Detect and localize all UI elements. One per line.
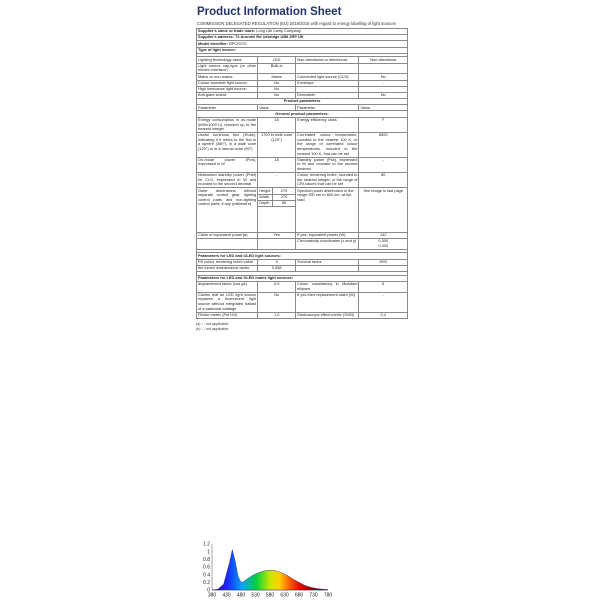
col-header-value: Value: [258, 105, 296, 111]
model-identifier-label: Model identifier:: [198, 40, 229, 46]
light-source-parameter: Light source cap-type (or other electric interface): [198, 63, 257, 73]
info-table: [196, 28, 408, 319]
general-parameter-value-2: 80: [359, 172, 408, 187]
light-source-parameter: Lighting technology used:: [197, 57, 258, 63]
y-tick-label: 0.8: [203, 557, 210, 564]
light-source-row: [197, 57, 408, 63]
x-tick-label: 580: [265, 592, 275, 598]
col-header-parameter-2: Parameter: [296, 105, 359, 111]
light-source-parameter-2: [296, 63, 359, 74]
general-parameters-heading: General product parameters:: [197, 111, 408, 117]
x-tick-labels: [208, 593, 333, 599]
light-source-value: No: [258, 86, 296, 92]
x-tick-label: 530: [251, 592, 260, 598]
product-parameters-heading: Product parameters: [197, 99, 408, 105]
spectrum-area: [212, 550, 328, 590]
general-parameter-parameter: Networked standby power (Pnet) for CLS, expressed in W and rounded to the second decimal: [198, 172, 257, 187]
led-parameter-value: 0: [258, 259, 296, 265]
mains-parameter-parameter: Claims that an LED light source replaces a fluorescent light source without integrated ballast of a particular wattage.: [198, 292, 257, 311]
mains-parameter-value: No: [258, 292, 296, 312]
general-parameter-value: [258, 239, 296, 250]
general-parameter-value: 18: [258, 157, 296, 172]
mains-parameter-value-2: 0,4: [359, 312, 408, 318]
outer-dimensions-label: Outer dimensions without separate control gear, lighting control parts and non-lighting control parts, if any (millimetre): [197, 188, 258, 233]
width-value: 270: [272, 194, 295, 200]
mains-parameter-value-2: -: [359, 292, 408, 312]
mains-parameter-parameter: displacement factor (cos φ1): [197, 281, 258, 292]
x-tick-label: 780: [323, 592, 333, 598]
light-source-value-2: Non-directional: [359, 57, 408, 63]
light-source-heading: Type of light source:: [197, 47, 408, 53]
depth-value: 80: [272, 200, 295, 206]
general-parameter-rows: [197, 117, 408, 188]
mains-parameter-parameter-2: Stroboscopic effect metric (SVM): [296, 312, 359, 318]
light-source-row: [197, 63, 408, 74]
light-source-rows: [197, 57, 408, 99]
general-parameter-parameter: [197, 239, 258, 250]
general-parameter-parameter-2: If yes, equivalent power (W): [296, 232, 359, 238]
mains-parameter-row: [197, 312, 408, 318]
general-parameter-row: [197, 157, 408, 172]
general-parameter-row: [197, 172, 408, 187]
spectral-power-chart: [196, 538, 336, 598]
spectral-distribution-label: Spectral power distribution in the range 250 nm to 800 nm, at full-load: [296, 188, 359, 233]
footnote-a: (a) '-': not applicable;: [196, 321, 230, 326]
mains-parameter-value: 1,0: [258, 312, 296, 318]
general-parameter-parameter-2: Standby power (Psb), expressed in W and rounded to the second decimal: [297, 157, 358, 172]
mains-parameter-parameter: Flicker metric (Pst LM): [197, 312, 258, 318]
light-source-value-2: [359, 63, 408, 74]
footnotes: [196, 322, 408, 332]
mains-parameter-row: [197, 281, 408, 292]
y-tick-label: 1.2: [203, 541, 210, 548]
light-source-parameter: Colour-tuneable light source:: [197, 80, 258, 86]
general-parameter-row: [197, 133, 408, 158]
regulation-subtitle: COMMISSION DELEGATED REGULATION (EU) 2019/2015 with regard to energy labelling of light sources: [197, 21, 396, 26]
general-parameter-parameter-2: Colour rendering index, rounded to the nearest integer, or the range of CRI-values that can be set: [297, 172, 358, 187]
general-parameter-parameter-2: Correlated colour temperature, rounded to the nearest 100 K, or the range of correlated colour temperatures, rounded to the nearest 100 K, that can be set: [297, 132, 358, 156]
general-parameter-parameter: Useful luminous flux (Φuse), indicating if it refers to the flux in a sphere (360°), in a wide cone (120°) or in a narrow cone (90°): [197, 133, 258, 158]
general-parameter-value-2: F: [359, 117, 408, 132]
y-tick-label: 0.2: [203, 580, 210, 587]
light-source-value-2: No: [359, 92, 408, 98]
general-parameter-value: 18: [258, 117, 296, 132]
x-tick-label: 630: [280, 592, 289, 598]
mains-parameter-value: 0,9: [258, 281, 296, 292]
general-parameter-parameter-2: Chromaticity coordinates (x and y): [296, 239, 359, 250]
general-parameter-parameter: Energy consumption in on-mode (kWh/1000 h), rounded up to the nearest integer: [198, 117, 257, 132]
general-parameter-parameter: Claim of equivalent power(a): [197, 232, 258, 238]
height-label: Height: [258, 188, 273, 194]
col-header-parameter: Parameter: [197, 105, 258, 111]
y-tick-label: 0: [207, 587, 210, 594]
page-title: Product Information Sheet: [197, 6, 342, 18]
light-source-parameter-2: Dimmable:: [296, 92, 359, 98]
led-parameter-rows: [197, 259, 408, 271]
general-parameter-value-2: -: [359, 157, 408, 172]
general-parameter-parameter-2: Energy efficiency class: [296, 117, 359, 132]
mains-parameter-row: [197, 292, 408, 312]
supplier-address-label: Supplier's address:: [198, 34, 234, 40]
product-information-sheet: [196, 6, 408, 332]
outer-dimensions-row: [197, 188, 408, 194]
col-header-value-2: Value: [359, 105, 408, 111]
x-tick-label: 430: [222, 592, 231, 598]
led-parameter-value-2: 90%: [359, 259, 408, 265]
general-parameter-value: -: [258, 172, 296, 187]
general-parameter-row: [197, 239, 408, 250]
y-tick-label: 0.6: [203, 564, 210, 571]
light-source-value: Built-in: [258, 63, 296, 74]
light-source-parameter-2: Non-directional or directional:: [296, 57, 359, 63]
general-parameter-value: 1700 in wide cone (120°): [258, 133, 296, 158]
mains-parameter-rows: [197, 281, 408, 318]
y-tick-labels: [203, 542, 210, 594]
light-source-value: No: [258, 80, 296, 86]
general-parameter-parameter: On-mode power (Pon), expressed in W: [197, 157, 258, 172]
x-tick-label: 380: [207, 592, 217, 598]
supplier-name-label: Supplier's name or trade mark:: [198, 28, 256, 34]
general-parameter-rows-2: [197, 232, 408, 249]
height-value: 270: [272, 188, 295, 194]
led-parameter-value: 0,958: [258, 265, 296, 271]
light-source-parameter-2: Envelope:: [296, 80, 359, 86]
light-source-parameter: Anti-glare shield:: [197, 92, 258, 98]
mains-parameters-heading: Parameters for LED and OLED mains light sources:: [197, 275, 408, 281]
mains-parameter-value-2: 6: [359, 281, 408, 292]
x-tick-label: 730: [309, 592, 318, 598]
light-source-parameter-2: Connected light source (CLS):: [296, 74, 359, 80]
led-parameter-parameter: the lumen maintenance factor: [197, 265, 258, 271]
general-parameter-value-2: 142: [359, 232, 408, 238]
light-source-value-2: No: [359, 74, 408, 80]
mains-parameter-parameter-2: Colour consistency in McAdam ellipses: [297, 281, 358, 291]
x-tick-label: 680: [294, 592, 304, 598]
y-tick-label: 0.4: [203, 572, 210, 579]
depth-label: Depth: [258, 200, 273, 206]
footnote-b: (b) '-': not applicable;: [196, 326, 230, 331]
general-parameter-row: [197, 117, 408, 132]
model-identifier-value: BPCR270: [229, 40, 247, 46]
light-source-value: Mains: [258, 74, 296, 80]
light-source-parameter: Mains or non-mains:: [197, 74, 258, 80]
led-parameter-parameter-2: Survival factor: [296, 259, 359, 265]
dims-filler: [258, 206, 296, 232]
y-tick-label: 1: [207, 549, 210, 556]
x-tick-label: 480: [236, 592, 246, 598]
supplier-address-value: T2 Arundel Rd Uxbridge UB8 2RP UK: [235, 34, 304, 40]
light-source-parameter: High luminance light source:: [197, 86, 258, 92]
general-parameter-value-2: 6500: [359, 133, 408, 158]
led-parameter-parameter: R9 colour rendering index value: [197, 259, 258, 265]
width-label: Width: [258, 194, 273, 200]
mains-parameter-parameter-2: If yes then replacement claim (W): [296, 292, 359, 312]
light-source-value: No: [258, 92, 296, 98]
general-parameter-value: Yes: [258, 232, 296, 238]
general-parameter-value-2: 0,300 0,330: [359, 239, 408, 250]
spectral-distribution-value: See image in last page: [359, 188, 408, 233]
led-parameters-heading: Parameters for LED and OLED light sources:: [197, 253, 408, 259]
light-source-value: LED: [258, 57, 296, 63]
supplier-name-value: Long Life Lamp Company: [256, 28, 301, 34]
light-source-value-2: -: [359, 80, 408, 86]
